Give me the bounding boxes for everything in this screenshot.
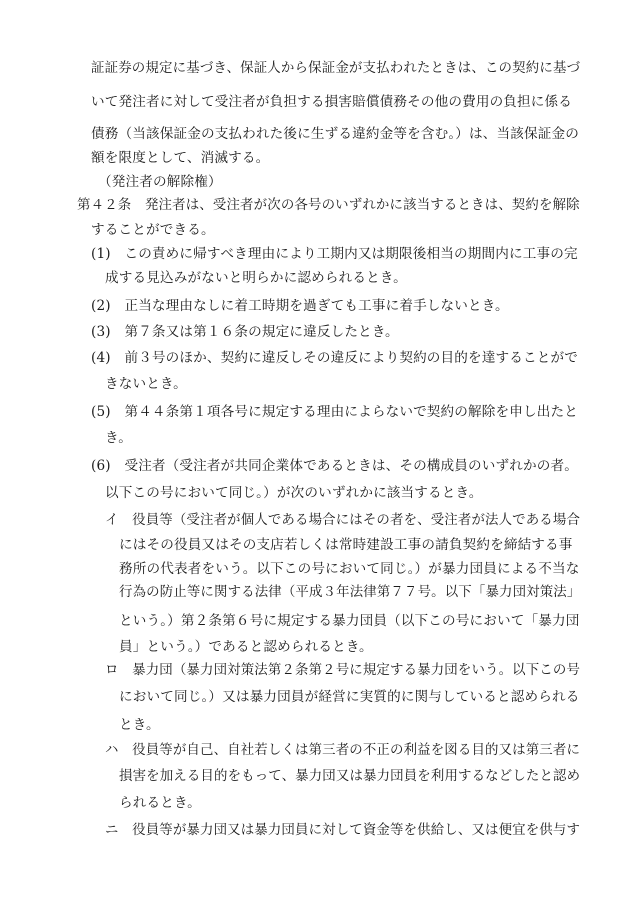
text-line: 証証券の規定に基づき、保証人から保証金が支払われたときは、この契約に基づ	[91, 61, 581, 76]
text-line: 成する見込みがないと明らかに認められるとき。	[105, 270, 407, 286]
article-heading: 第４２条 発注者は、受注者が次の各号のいずれかに該当するときは、契約を解除	[77, 198, 580, 213]
text-line: とき。	[119, 717, 160, 733]
list-item-3: (3) 第７条又は第１６条の規定に違反したとき。	[91, 324, 399, 340]
sub-item-i: イ 役員等（受注者が個人である場合にはその者を、受注者が法人である場合	[105, 513, 581, 528]
text-line: 以下この号において同じ。）が次のいずれかに該当するとき。	[105, 485, 483, 501]
text-line: という。）第２条第６号に規定する暴力団員（以下この号において「暴力団	[119, 613, 580, 629]
text-line: にはその役員又はその支店若しくは常時建設工事の請負契約を締結する事	[119, 537, 573, 553]
section-heading: （発注者の解除権）	[98, 174, 222, 190]
sub-item-ni: ニ 役員等が暴力団又は暴力団員に対して資金等を供給し、又は便宜を供与す	[105, 823, 581, 838]
text-line: られるとき。	[119, 795, 201, 811]
text-line: 額を限度として、消滅する。	[91, 150, 270, 166]
text-line: き。	[105, 430, 132, 446]
list-item-5: (5) 第４４条第１項各号に規定する理由によらないで契約の解除を申し出たと	[91, 404, 578, 420]
text-line: 行為の防止等に関する法律（平成３年法律第７７号。以下「暴力団対策法」	[119, 585, 581, 600]
text-line: 員」という。）であると認められるとき。	[119, 639, 373, 655]
text-line: において同じ。）又は暴力団員が経営に実質的に関与していると認められる	[119, 689, 580, 705]
text-line: 債務（当該保証金の支払われた後に生ずる違約金等を含む。）は、当該保証金の	[91, 126, 579, 142]
text-line: することができる。	[91, 222, 215, 238]
text-line: きないとき。	[105, 376, 187, 392]
list-item-1: (1) この責めに帰すべき理由により工期内又は期限後相当の期間内に工事の完	[91, 246, 578, 262]
text-line: いて発注者に対して受注者が負担する損害賠償債務その他の費用の負担に係る	[91, 94, 573, 110]
text-line: 務所の代表者をいう。以下この号において同じ。）が暴力団員による不当な	[119, 561, 580, 577]
sub-item-ro: ロ 暴力団（暴力団対策法第２条第２号に規定する暴力団をいう。以下この号	[105, 663, 581, 678]
sub-item-ha: ハ 役員等が自己、自社若しくは第三者の不正の利益を図る目的又は第三者に	[105, 743, 581, 758]
list-item-6: (6) 受注者（受注者が共同企業体であるときは、その構成員のいずれかの者。	[91, 458, 578, 474]
text-line: 損害を加える目的をもって、暴力団又は暴力団員を利用するなどしたと認め	[119, 769, 581, 784]
list-item-4: (4) 前３号のほか、契約に違反しその違反により契約の目的を達することがで	[91, 350, 578, 366]
list-item-2: (2) 正当な理由なしに着工時期を過ぎても工事に着手しないとき。	[91, 298, 509, 314]
